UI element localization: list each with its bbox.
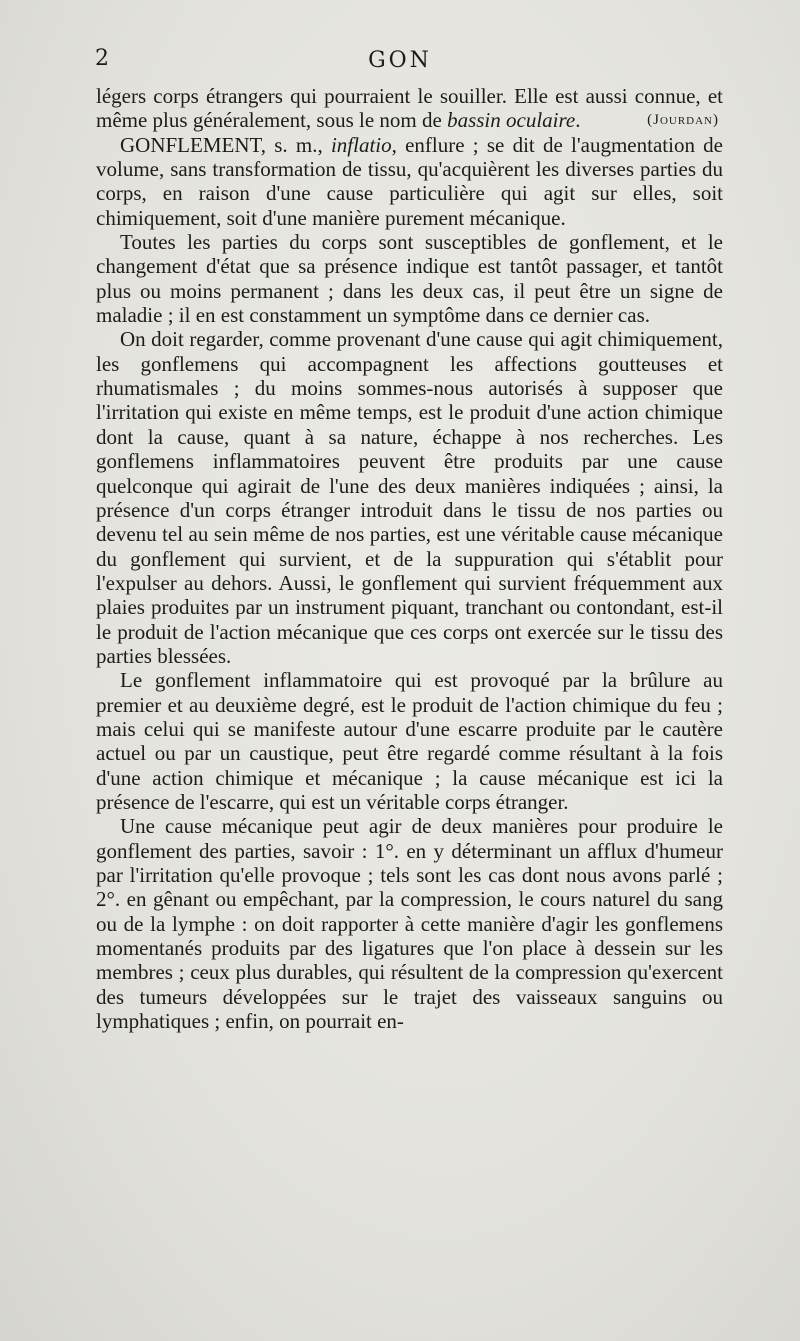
running-head: GON — [368, 48, 432, 73]
continuation-italic: bassin oculaire — [447, 108, 576, 133]
entry-grammar: , s. m., — [260, 132, 331, 157]
entry-paragraph — [96, 133, 723, 230]
page-number: 2 — [95, 46, 109, 71]
paragraph: Une cause mécanique peut agir de deux manières pour produire le gonflement des parties, savoir : 1°. en y déterminant un afflux d'humeur par l'irritation qu'elle provoque ; tels sont les cas dont nous avons parlé ; 2°. en gênant ou empêchant, par la compression, le cours naturel du sang ou de la lymphe : on doit rapporter à cette manière d'agir les gonflemens momentanés produits par des ligatures que l'on place à dessein sur les membres ; ceux plus durables, qui résultent de la compression qu'exercent des tumeurs développées sur le trajet des vaisseaux sanguins ou lymphatiques ; enfin, on pourrait en- — [96, 814, 723, 1034]
paragraph: Le gonflement inflammatoire qui est provoqué par la brûlure au premier et au deuxième degré, est le produit de l'action chimique du feu ; mais celui qui se manifeste autour d'une escarre produite par le cautère actuel ou par un caustique, peut être regardé comme résultant à la fois d'une action chimique et mécanique ; la cause mécanique est ici la présence de l'escarre, qui est un véritable corps étranger. — [96, 668, 723, 814]
continuation-end: . — [575, 108, 581, 133]
author-signature: (Jourdan) — [647, 112, 719, 129]
headword: GONFLEMENT — [120, 132, 261, 157]
paragraph: On doit regarder, comme provenant d'une cause qui agit chimiquement, les gonflemens qui accompagnent les affections goutteuses et rhumatismales ; du moins sommes-nous autorisés à supposer que l'irritation qui existe en même temps, est le produit d'une action chimique dont la cause, quant à sa nature, échappe à nos recherches. Les gonflemens inflammatoires peuvent être produits par une cause quelconque qui agirait de l'une des deux manières indiquées ; ainsi, la présence d'un corps étranger introduit dans le tissu de nos parties ou devenu tel au sein même de nos parties, est une véritable cause mécanique du gonflement qui survient, et de la suppuration qui s'établit pour l'expulser au dehors. Aussi, le gonflement qui survient fréquemment aux plaies produites par un instrument piquant, tranchant ou contondant, est-il le produit de l'action mécanique que ces corps ont exercée sur le tissu des parties blessées. — [96, 327, 723, 668]
entry-definition: , enflure ; se dit de l'augmentation de volume, sans transformation de tissu, qu'acquièrent les diverses parties du corps, en raison d'une cause particulière qui agit sur elles, soit chimiquement, soit d'une manière purement mécanique. — [96, 132, 723, 230]
page-header — [0, 46, 800, 80]
body-text — [96, 84, 723, 1033]
entry-latin: inflatio — [330, 132, 392, 157]
paragraph: Toutes les parties du corps sont susceptibles de gonflement, et le changement d'état que sa présence indique est tantôt passager, et tantôt plus ou moins permanent ; dans les deux cas, il peut être un signe de maladie ; il en est constamment un symptôme dans ce dernier cas. — [96, 230, 723, 328]
continuation-text: légers corps étrangers qui pourraient le souiller. Elle est aussi connue, et même plus généralement, sous le nom de — [96, 84, 723, 133]
